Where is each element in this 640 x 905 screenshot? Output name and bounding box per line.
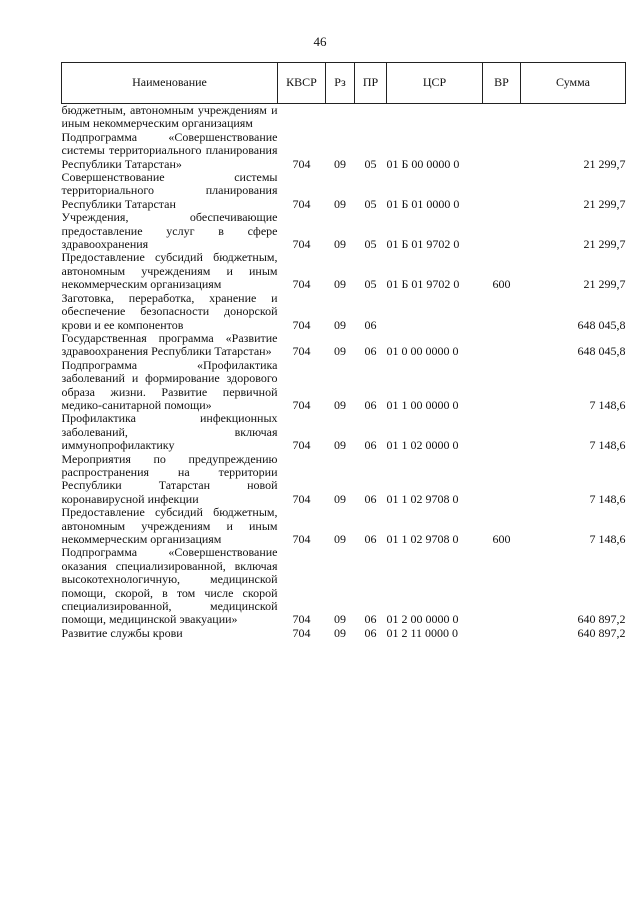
row-rz: 09 [334,491,346,506]
row-name: Предоставление субсидий бюджетным, автономным учреждениям и иным некоммерческим организациям [61,250,278,292]
row-sum: 7 148,6 [589,438,626,453]
header-csr: ЦСР [387,63,483,104]
row-rz: 09 [334,438,346,453]
header-sum: Сумма [521,63,626,104]
table-row [62,453,626,507]
row-sum: 21 299,7 [583,196,626,211]
row-sum: 7 148,6 [589,397,626,412]
row-pr [355,104,387,131]
table-row [62,359,626,413]
row-rz: 09 [334,397,346,412]
row-sum: 21 299,7 [583,277,626,292]
row-name: Государственная программа «Развитие здравоохранения Республики Татарстан» [61,330,278,359]
row-rz: 09 [334,156,346,171]
row-csr: 01 2 11 0000 0 [386,625,459,640]
table-row [62,251,626,291]
table-row [62,506,626,546]
row-kvsr: 704 [292,317,311,332]
row-csr: 01 1 02 9708 0 [386,491,459,506]
row-kvsr: 704 [292,491,311,506]
row-name: Совершенствование системы территориального планирования Республики Татарстан [61,170,278,211]
row-vr: 600 [492,532,511,546]
row-pr: 06 [364,532,377,546]
row-rz: 09 [334,532,346,546]
row-sum [521,104,626,131]
row-csr: 01 1 02 0000 0 [386,438,459,453]
table-row [62,211,626,251]
table-row [62,412,626,452]
table-header-row [62,63,626,104]
table-row [62,627,626,640]
row-csr [387,292,483,332]
header-pr: ПР [355,63,387,104]
table-row [62,171,626,211]
row-name: Мероприятия по предупреждению распространения на территории Республики Татарстан новой коронавирусной инфекции [61,451,278,506]
row-name: Развитие службы крови [61,625,183,640]
row-csr: 01 Б 01 0000 0 [386,196,460,211]
row-pr: 05 [364,196,377,211]
row-pr: 05 [364,277,377,292]
row-vr [483,104,521,131]
row-kvsr: 704 [292,156,311,171]
budget-table [61,62,626,640]
header-kvsr: КВСР [278,63,326,104]
row-name: Заготовка, переработка, хранение и обеспечение безопасности донорской крови и ее компонентов [61,290,278,332]
row-vr [483,453,521,507]
table-row [62,292,626,332]
row-name: Профилактика инфекционных заболеваний, включая иммунопрофилактику [61,411,278,453]
row-csr: 01 0 00 0000 0 [386,344,459,359]
row-sum: 640 897,2 [577,625,626,640]
header-rz: Рз [326,63,355,104]
table-row [62,131,626,171]
row-vr [483,359,521,413]
row-sum: 21 299,7 [583,156,626,171]
row-kvsr: 704 [292,397,311,412]
row-pr: 06 [364,397,377,412]
row-vr [483,171,521,211]
row-csr: 01 Б 01 9702 0 [386,237,460,252]
row-vr [483,131,521,171]
row-rz: 09 [334,196,346,211]
row-kvsr: 704 [292,532,311,546]
row-sum: 21 299,7 [583,237,626,252]
row-kvsr [278,104,326,131]
row-kvsr: 704 [292,237,311,252]
row-pr: 05 [364,237,377,252]
row-pr: 06 [364,438,377,453]
row-sum: 648 045,8 [577,317,626,332]
row-csr: 01 2 00 0000 0 [386,612,459,627]
row-pr: 06 [364,612,377,627]
row-name: Подпрограмма «Совершенствование системы территориального планирования Республики Татарстан» [61,129,278,171]
row-sum: 7 148,6 [589,532,626,546]
row-sum: 648 045,8 [577,344,626,359]
row-rz: 09 [334,612,346,627]
table-row [62,104,626,131]
row-vr [483,211,521,251]
row-vr [483,627,521,640]
row-name: бюджетным, автономным учреждениям и иным некоммерческим организациям [61,103,278,131]
row-rz [326,104,355,131]
row-sum: 7 148,6 [589,491,626,506]
page-number: 46 [313,34,327,49]
row-csr [387,104,483,131]
row-kvsr: 704 [292,612,311,627]
row-rz: 09 [334,277,346,292]
row-csr: 01 1 00 0000 0 [386,397,459,412]
row-vr [483,292,521,332]
row-vr [483,412,521,452]
header-vr: ВР [483,63,521,104]
row-csr: 01 Б 00 0000 0 [386,156,460,171]
row-csr: 01 1 02 9708 0 [386,532,459,546]
row-kvsr: 704 [292,196,311,211]
row-pr: 06 [364,491,377,506]
row-name: Подпрограмма «Профилактика заболеваний и формирование здорового образа жизни. Развитие первичной медико-санитарной помощи» [61,357,278,412]
row-kvsr: 704 [292,277,311,292]
row-rz: 09 [334,237,346,252]
row-kvsr: 704 [292,438,311,453]
row-name: Учреждения, обеспечивающие предоставление услуг в сфере здравоохранения [61,210,278,252]
row-pr: 05 [364,156,377,171]
row-rz: 09 [334,625,346,640]
table-row [62,546,626,626]
row-vr [483,332,521,359]
row-vr [483,546,521,626]
row-kvsr: 704 [292,625,311,640]
header-name: Наименование [62,63,278,104]
row-rz: 09 [334,317,346,332]
row-pr: 06 [364,344,377,359]
row-rz: 09 [334,344,346,359]
table-row [62,332,626,359]
row-pr: 06 [364,625,377,640]
row-pr: 06 [364,317,377,332]
row-sum: 640 897,2 [577,612,626,627]
row-csr: 01 Б 01 9702 0 [386,277,460,292]
row-kvsr: 704 [292,344,311,359]
row-vr: 600 [492,277,511,292]
row-name: Предоставление субсидий бюджетным, автономным учреждениям и иным некоммерческим организациям [61,505,278,546]
row-name: Подпрограмма «Совершенствование оказания специализированной, включая высокотехнологичную, медицинской помощи, скорой, в том числе скорой специализированной, медицинской помощи, медицинской эвакуации» [61,545,278,627]
